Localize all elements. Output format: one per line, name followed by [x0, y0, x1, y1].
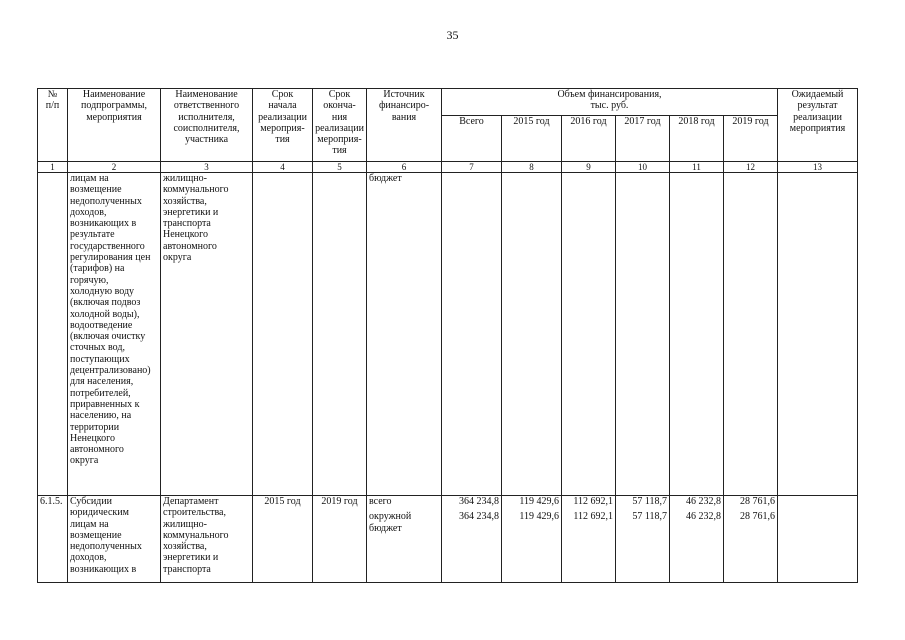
amount-2019 — [724, 173, 778, 496]
column-number: 12 — [724, 162, 778, 173]
row-number — [38, 173, 68, 496]
header-2015: 2015 год — [502, 116, 562, 162]
column-number-row — [38, 162, 858, 173]
column-number: 1 — [38, 162, 68, 173]
header-2018: 2018 год — [670, 116, 724, 162]
header-2019: 2019 год — [724, 116, 778, 162]
column-number: 5 — [313, 162, 367, 173]
amount-2017 — [616, 173, 670, 496]
column-number: 4 — [253, 162, 313, 173]
column-number: 3 — [161, 162, 253, 173]
header-2016: 2016 год — [562, 116, 616, 162]
header-start: Срок начала реализации мероприя- тия — [253, 89, 313, 162]
source-district-budget: окружной бюджет — [369, 511, 412, 534]
start-term — [253, 173, 313, 496]
column-number: 2 — [68, 162, 161, 173]
header-2017: 2017 год — [616, 116, 670, 162]
amount-total — [442, 173, 502, 496]
amount-2015: 119 429,6 119 429,6 — [502, 496, 562, 583]
header-no: № п/п — [38, 89, 68, 162]
measure-name: Субсидии юридическим лицам на возмещение недополученных доходов, возникающих в — [68, 496, 161, 583]
header-volume: Объем финансирования, тыс. руб. — [442, 89, 778, 116]
header-name: Наименование подпрограммы, мероприятия — [68, 89, 161, 162]
header-executor: Наименование ответственного исполнителя, соисполнителя, участника — [161, 89, 253, 162]
expected-result — [778, 496, 858, 583]
column-number: 7 — [442, 162, 502, 173]
amount-2016 — [562, 173, 616, 496]
measure-name: лицам на возмещение недополученных доходов, возникающих в результате государственного регулирования цен (тарифов) на горячую, холодную воду (включая подвоз холодной воды), водоотведение (включая очистку сточных вод, поступающих децентрализовано) для населения, потребителей, приравненных к населению, на территории Ненецкого автономного округа — [68, 173, 161, 496]
financing-table — [37, 88, 858, 583]
amount-2015 — [502, 173, 562, 496]
table-row — [38, 496, 858, 583]
table-row — [38, 173, 858, 496]
amount-total: 364 234,8 364 234,8 — [442, 496, 502, 583]
column-number: 9 — [562, 162, 616, 173]
page-number: 35 — [446, 28, 459, 42]
header-end: Срок оконча- ния реализации мероприя- тия — [313, 89, 367, 162]
row-number: 6.1.5. — [38, 496, 68, 583]
executor: жилищно- коммунального хозяйства, энергетики и транспорта Ненецкого автономного округа — [161, 173, 253, 496]
expected-result — [778, 173, 858, 496]
amount-2018 — [670, 173, 724, 496]
header-total: Всего — [442, 116, 502, 162]
column-number: 8 — [502, 162, 562, 173]
column-number: 11 — [670, 162, 724, 173]
column-number: 10 — [616, 162, 670, 173]
amount-2016: 112 692,1 112 692,1 — [562, 496, 616, 583]
amount-2018: 46 232,8 46 232,8 — [670, 496, 724, 583]
funding-source: бюджет — [367, 173, 442, 496]
executor: Департамент строительства, жилищно- коммунального хозяйства, энергетики и транспорта — [161, 496, 253, 583]
funding-source — [367, 496, 442, 583]
column-number: 13 — [778, 162, 858, 173]
header-source: Источник финансиро- вания — [367, 89, 442, 162]
amount-2017: 57 118,7 57 118,7 — [616, 496, 670, 583]
column-number: 6 — [367, 162, 442, 173]
source-total: всего — [369, 496, 392, 507]
amount-2019: 28 761,6 28 761,6 — [724, 496, 778, 583]
end-term — [313, 173, 367, 496]
start-term: 2015 год — [253, 496, 313, 583]
end-term: 2019 год — [313, 496, 367, 583]
header-result: Ожидаемый результат реализации мероприятия — [778, 89, 858, 162]
